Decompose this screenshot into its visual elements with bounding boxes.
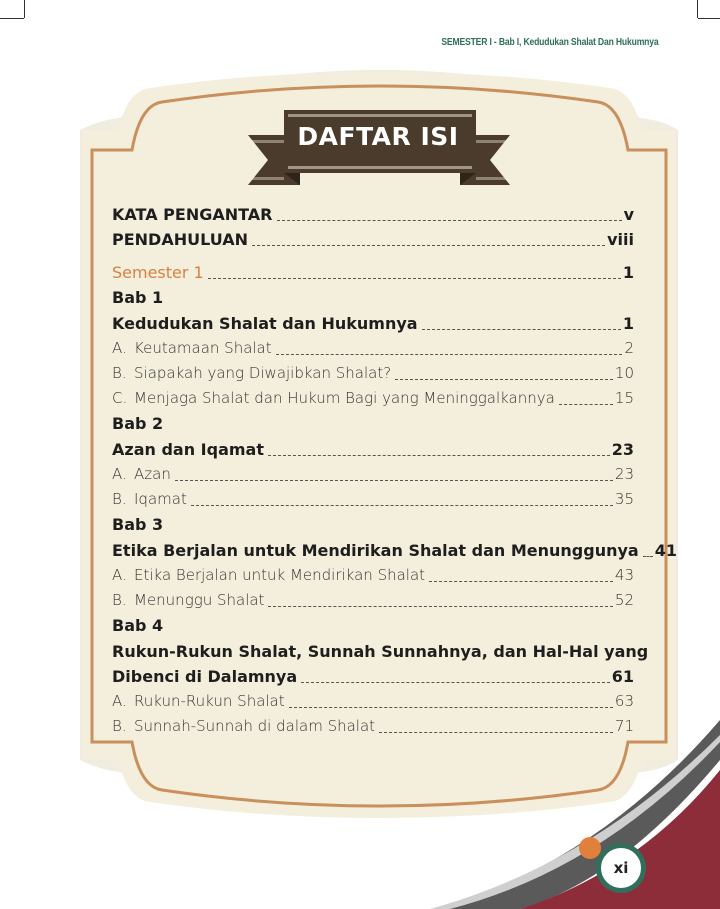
toc-letter: B. xyxy=(112,490,127,508)
toc-entry-bab4[interactable] xyxy=(112,664,634,689)
dot-leader xyxy=(276,353,623,355)
toc-entry-bab2[interactable] xyxy=(112,437,634,462)
page-number: xi xyxy=(596,843,646,893)
toc-letter: B. xyxy=(112,364,127,382)
toc-entry-bab1[interactable] xyxy=(112,311,634,336)
toc-letter: A. xyxy=(112,339,127,357)
toc-label: Siapakah yang Diwajibkan Shalat? xyxy=(134,364,392,382)
toc-letter: A. xyxy=(112,465,127,483)
table-of-contents xyxy=(112,202,677,739)
toc-entry-pendahuluan[interactable] xyxy=(112,227,634,252)
running-head: SEMESTER I - Bab I, Kedudukan Shalat Dan Hukumnya xyxy=(440,37,658,48)
toc-label: KATA PENGANTAR xyxy=(112,205,273,224)
bab-heading: Bab 1 xyxy=(112,288,164,307)
toc-entry-bab3[interactable] xyxy=(112,538,677,563)
bab-heading: Bab 2 xyxy=(112,414,164,433)
toc-page: 23 xyxy=(611,440,634,459)
toc-label: Keutamaan Shalat xyxy=(134,339,272,357)
dot-leader xyxy=(277,219,622,221)
toc-label: Kedudukan Shalat dan Hukumnya xyxy=(112,314,418,333)
toc-page: viii xyxy=(607,230,634,249)
toc-label: Dibenci di Dalamnya xyxy=(112,667,298,686)
toc-letter: A. xyxy=(112,692,127,710)
dot-leader xyxy=(422,328,621,330)
toc-label: Menjaga Shalat dan Hukum Bagi yang Meninggalkannya xyxy=(134,389,555,407)
toc-subentry[interactable] xyxy=(112,689,634,714)
toc-page: 61 xyxy=(611,667,634,686)
toc-entry-bab4-line1[interactable] xyxy=(112,639,649,664)
toc-subentry[interactable] xyxy=(112,361,634,386)
toc-entry-semester-1[interactable] xyxy=(112,260,634,285)
toc-label: Iqamat xyxy=(134,490,187,508)
page-title: DAFTAR ISI xyxy=(297,121,459,151)
toc-page: 2 xyxy=(624,339,634,357)
toc-page: 71 xyxy=(614,717,634,735)
toc-label: Etika Berjalan untuk Mendirikan Shalat dan Menunggunya xyxy=(112,541,639,560)
toc-subentry[interactable] xyxy=(112,588,634,613)
toc-page: 52 xyxy=(614,591,634,609)
toc-letter: C. xyxy=(112,389,128,407)
toc-label: PENDAHULUAN xyxy=(112,230,248,249)
toc-subentry[interactable] xyxy=(112,487,634,512)
dot-leader xyxy=(643,555,653,557)
dot-leader xyxy=(289,706,613,708)
dot-leader xyxy=(175,479,613,481)
toc-subentry[interactable] xyxy=(112,386,634,411)
toc-page: 10 xyxy=(614,364,634,382)
toc-label: Menunggu Shalat xyxy=(134,591,265,609)
toc-label: Semester 1 xyxy=(112,263,204,282)
toc-label: Azan xyxy=(134,465,171,483)
toc-page: 41 xyxy=(654,541,677,560)
bab-heading: Bab 3 xyxy=(112,515,164,534)
orange-dot xyxy=(579,837,601,859)
toc-page: 63 xyxy=(614,692,634,710)
toc-label: Azan dan Iqamat xyxy=(112,440,264,459)
toc-subentry[interactable] xyxy=(112,336,634,361)
toc-label: Rukun-Rukun Shalat, Sunnah Sunnahnya, dan Hal-Hal yang xyxy=(112,642,649,661)
toc-label: Etika Berjalan untuk Mendirikan Shalat xyxy=(134,566,426,584)
toc-subentry[interactable] xyxy=(112,462,634,487)
toc-page: 15 xyxy=(614,389,634,407)
dot-leader xyxy=(252,244,605,246)
dot-leader xyxy=(429,580,613,582)
toc-label: Rukun-Rukun Shalat xyxy=(134,692,285,710)
toc-letter: B. xyxy=(112,717,127,735)
toc-page: 23 xyxy=(614,465,634,483)
dot-leader xyxy=(268,454,610,456)
dot-leader xyxy=(208,277,621,279)
dot-leader xyxy=(268,605,612,607)
toc-page: v xyxy=(623,205,634,224)
toc-subentry[interactable] xyxy=(112,563,634,588)
toc-page: 43 xyxy=(614,566,634,584)
toc-label: Sunnah-Sunnah di dalam Shalat xyxy=(134,717,376,735)
dot-leader xyxy=(301,681,610,683)
toc-page: 35 xyxy=(614,490,634,508)
toc-entry-kata-pengantar[interactable] xyxy=(112,202,634,227)
toc-page: 1 xyxy=(622,314,634,333)
toc-letter: B. xyxy=(112,591,127,609)
dot-leader xyxy=(559,403,613,405)
toc-subentry[interactable] xyxy=(112,714,634,739)
dot-leader xyxy=(379,731,613,733)
toc-page: 1 xyxy=(622,263,634,282)
bab-heading: Bab 4 xyxy=(112,616,164,635)
dot-leader xyxy=(395,378,613,380)
toc-letter: A. xyxy=(112,566,127,584)
dot-leader xyxy=(191,504,613,506)
